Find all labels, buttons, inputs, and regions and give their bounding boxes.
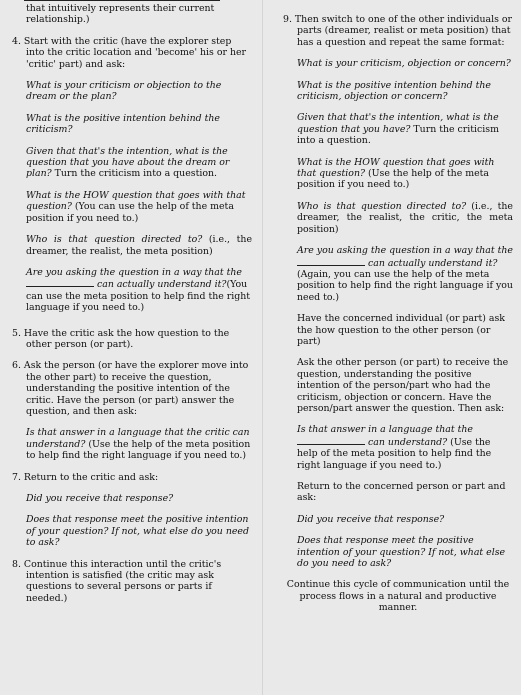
- r-q-received: Did you receive that response?: [297, 513, 445, 525]
- q-language-italic: Is that answer in a language that the critic can understand?: [26, 427, 250, 450]
- q-meet-intention: Does that response meet the positive intention of your question? If not, what else do you need to ask?: [26, 514, 249, 549]
- continue-cycle: Continue this cycle of communication until the process flows in a natural and productive manner.: [286, 579, 510, 614]
- q-asking-normal: (You can use the meta position to help find the right language if you need to.): [26, 279, 251, 314]
- r-q-language-normal: (Use the help of the meta position to help find the right language if you need to.): [297, 436, 492, 471]
- q-positive-intention: What is the positive intention behind the criticism?: [26, 112, 220, 136]
- have-concerned: Have the concerned individual (or part) ask the how question to the other person (or part): [297, 313, 505, 347]
- r-q-how-italic: What is the HOW question that goes with that question?: [297, 156, 495, 180]
- q-received: Did you receive that response?: [26, 493, 174, 504]
- q-asking-italic-2: can actually understand it?: [94, 279, 227, 291]
- r-q-how: [283, 157, 513, 191]
- q-given-normal: Turn the criticism into a question.: [51, 168, 218, 180]
- r-blank-line: [297, 257, 365, 266]
- q-asking: [12, 267, 252, 314]
- step-5: 5. Have the critic ask the how question to the other person (or part).: [12, 327, 230, 350]
- r-q-language: [283, 424, 513, 471]
- r-q-who-normal: (i.e., the dreamer, the realist, the critic, the meta position): [297, 200, 513, 235]
- q-language: [12, 427, 252, 461]
- r-q-asking-italic-2: can actually understand it?: [365, 257, 498, 269]
- intro-end: that intuitively represents their current relationship.): [26, 3, 215, 26]
- r-q-asking: [283, 245, 513, 303]
- step-6: 6. Ask the person (or have the explorer move into the other part) to receive the question, understanding the positive intention of the critic. Have the person (or part) answer the question, and then ask:: [12, 360, 249, 417]
- r-q-language-italic-1: Is that answer in a language that the: [297, 424, 473, 436]
- r-q-criticism: What is your criticism, objection or concern?: [297, 58, 511, 70]
- r-q-given: [283, 112, 513, 146]
- r-q-positive-intention: What is the positive intention behind the criticism, objection or concern?: [297, 79, 491, 103]
- r-q-meet-intention: Does that response meet the positive intention of your question? If not, what else do you need to ask?: [297, 535, 506, 570]
- q-criticism: What is your criticism or objection to the dream or the plan?: [26, 80, 222, 103]
- blank-line: [26, 278, 94, 287]
- q-who-normal: (i.e., the dreamer, the realist, the meta position): [26, 234, 252, 257]
- q-how: [12, 190, 252, 224]
- r-q-how-normal: (Use the help of the meta position if you need to.): [297, 168, 490, 191]
- r-q-asking-italic-1: Are you asking the question in a way that the: [297, 245, 513, 257]
- right-column: [262, 0, 521, 695]
- ask-other: Ask the other person (or part) to receive the question, understanding the positive intention of the person/part who had the criticism, objection or concern. Have the person/part answer the question. Then ask:: [297, 357, 509, 414]
- r-blank-line-2: [297, 436, 365, 445]
- step-7: 7. Return to the critic and ask:: [12, 471, 159, 483]
- q-how-italic: What is the HOW question that goes with that question?: [26, 189, 246, 213]
- r-q-given-normal: Turn the criticism into a question.: [297, 123, 499, 147]
- return-to-concerned: Return to the concerned person or part and ask:: [297, 481, 506, 504]
- step-9: 9. Then switch to one of the other individuals or parts (dreamer, realist or meta position) that has a question and repeat the same format:: [283, 14, 513, 48]
- q-who: [12, 234, 252, 257]
- q-who-italic: Who is that question directed to?: [26, 234, 203, 246]
- r-q-who: [283, 201, 513, 235]
- q-language-normal: (Use the help of the meta position to help find the right language if you need to.): [26, 438, 251, 462]
- q-given: [12, 146, 252, 180]
- q-given-italic: Given that that's the intention, what is the question that you have about the dream or plan?: [26, 145, 230, 180]
- step-4: 4. Start with the critic (have the explorer step into the critic location and 'become' his or her 'critic' part) and ask:: [12, 35, 247, 70]
- r-q-language-italic-2: can understand?: [365, 436, 448, 448]
- top-rule: [24, 0, 220, 1]
- q-asking-italic-1: Are you asking the question in a way that the: [26, 266, 242, 278]
- step-8: 8. Continue this interaction until the critic's intention is satisfied (the critic may ask questions to several persons or parts if needed.): [12, 558, 222, 604]
- r-q-who-italic: Who is that question directed to?: [297, 200, 467, 212]
- r-q-asking-normal: (Again, you can use the help of the meta position to help find the right language if you need to.): [297, 268, 513, 303]
- q-how-normal: (You can use the help of the meta position if you need to.): [26, 201, 234, 224]
- r-q-given-italic: Given that that's the intention, what is the question that you have?: [297, 112, 499, 135]
